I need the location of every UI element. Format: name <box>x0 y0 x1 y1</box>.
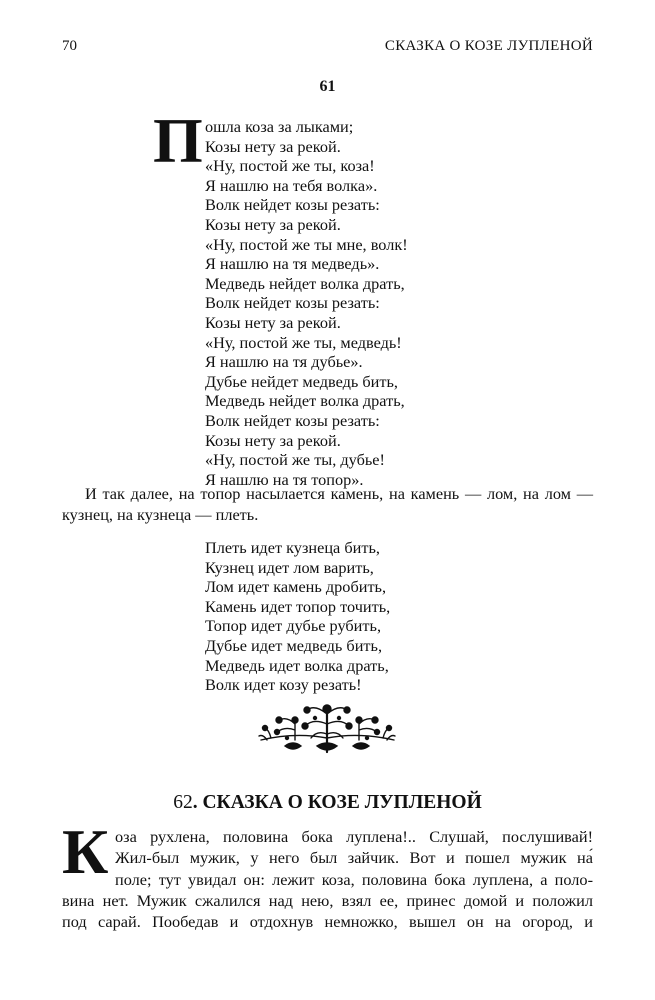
poem-line: Медведь нейдет волка драть, <box>205 391 405 411</box>
text-line: под сарай. Пообедав и отдохнув немножко, вышел он на огород, и <box>62 912 593 932</box>
poem-line: Плеть идет кузнеца бить, <box>205 538 380 557</box>
poem-line: Я нашлю на тя дубье». <box>205 352 363 372</box>
tale-title <box>0 792 655 814</box>
poem-61 <box>205 117 408 489</box>
poem-line: Козы нету за рекой. <box>205 136 341 156</box>
poem-line: Медведь нейдет волка драть, <box>205 273 405 293</box>
poem-line: Дубье идет медведь бить, <box>205 635 383 655</box>
text-line: вина нет. Мужик сжалился над нею, взял ее, принес домой и положил <box>62 890 593 910</box>
poem-line: Я нашлю на тебя волка». <box>205 175 378 195</box>
poem-line: «Ну, постой же ты, медведь! <box>205 332 402 352</box>
tale-text <box>62 826 593 932</box>
poem-line: ошла коза за лыками; <box>205 117 354 136</box>
prose-paragraph: И так далее, на топор насылается камень, на камень — лом, на лом — кузнец, на кузнеца — плеть. <box>62 484 593 524</box>
poem-line: Волк идет козу резать! <box>205 675 362 695</box>
poem-line: Козы нету за рекой. <box>205 312 341 332</box>
tale-number: 62 <box>173 792 193 813</box>
poem-line: Волк нейдет козы резать: <box>205 410 380 430</box>
poem-line: «Ну, постой же ты мне, волк! <box>205 234 408 254</box>
poem-line: Камень идет топор точить, <box>205 596 391 616</box>
poem-line: Кузнец идет лом варить, <box>205 557 374 577</box>
drop-cap: П <box>153 105 203 176</box>
text-line: поле; тут увидал он: лежит коза, половина бока луплена, а поло- <box>115 869 593 889</box>
tale-title-text: . СКАЗКА О КОЗЕ ЛУПЛЕНОЙ <box>192 792 482 813</box>
poem-line: Волк нейдет козы резать: <box>205 293 380 313</box>
poem-line: Козы нету за рекой. <box>205 214 341 234</box>
text-line: оза рухлена, половина бока луплена!.. Слушай, послушивай! <box>115 827 593 846</box>
poem-continuation <box>205 538 390 695</box>
text-line: Жил-был мужик, у него был зайчик. Вот и пошел мужик на́ <box>115 848 593 868</box>
poem-line: Топор идет дубье рубить, <box>205 616 382 636</box>
drop-cap: К <box>62 816 109 887</box>
page-header <box>62 38 593 60</box>
poem-line: Волк нейдет козы резать: <box>205 195 380 215</box>
poem-line: Я нашлю на тя топор». <box>205 469 364 489</box>
floral-ornament-icon <box>255 700 400 756</box>
poem-line: Медведь идет волка драть, <box>205 655 389 675</box>
poem-line: «Ну, постой же ты, дубье! <box>205 450 385 470</box>
page-number: 70 <box>62 38 77 54</box>
section-number: 61 <box>319 78 336 95</box>
poem-line: Козы нету за рекой. <box>205 430 341 450</box>
poem-line: Я нашлю на тя медведь». <box>205 254 380 274</box>
poem-line: Лом идет камень дробить, <box>205 577 387 597</box>
poem-line: «Ну, постой же ты, коза! <box>205 156 375 176</box>
poem-line: Дубье нейдет медведь бить, <box>205 371 398 391</box>
running-title: СКАЗКА О КОЗЕ ЛУПЛЕНОЙ <box>384 38 593 54</box>
